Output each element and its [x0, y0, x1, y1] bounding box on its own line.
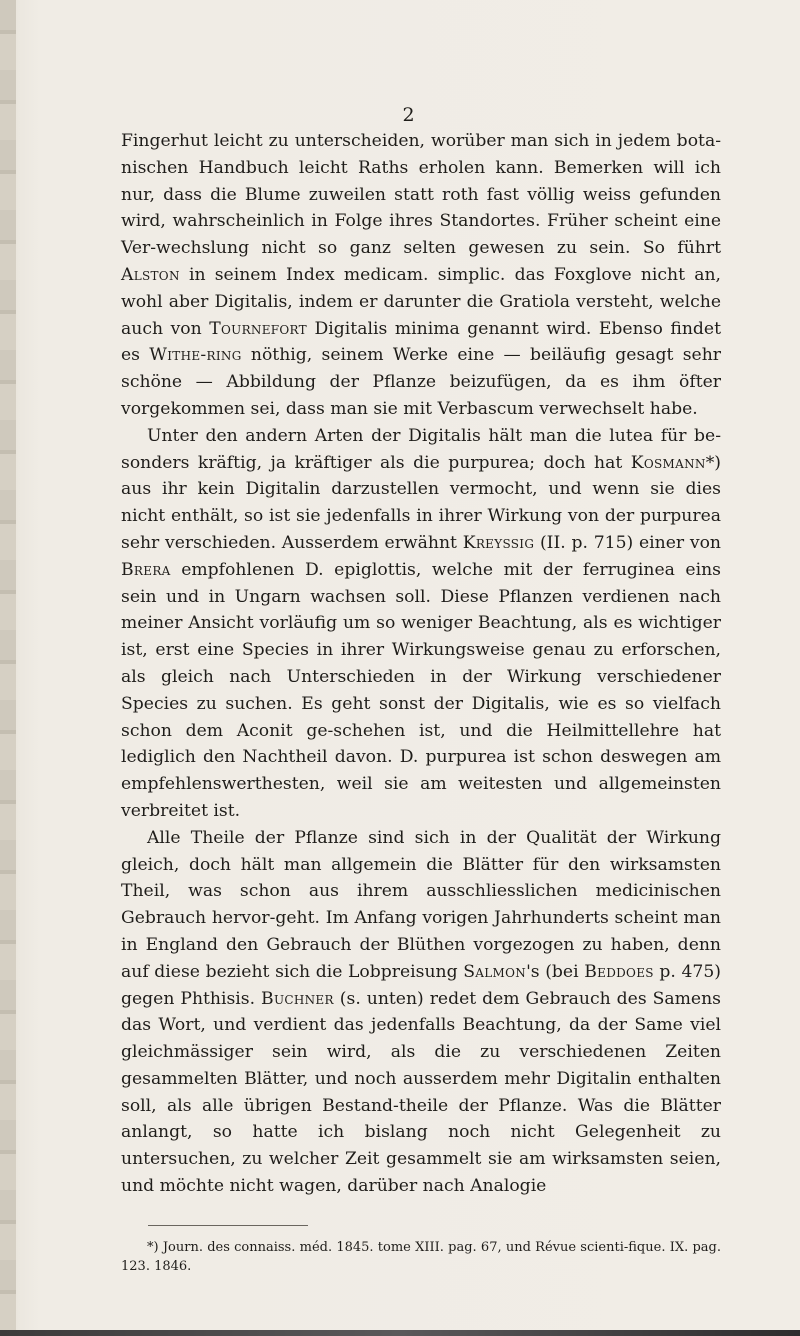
- author-name-tournefort: Tournefort: [209, 318, 307, 339]
- text-span: Unter den andern Arten der Digitalis hält man die lutea für be-sonders kräftig, ja kräftiger als die purpurea; doch hat: [121, 425, 721, 473]
- text-span: *) aus ihr kein Digitalin darzustellen vermocht, und wenn sie dies nicht enthält, so ist sie jedenfalls in ihrer Wirkung von der purpurea sehr verschieden. Ausserdem erwähnt: [121, 452, 721, 553]
- footnote-text: *) Journ. des connaiss. méd. 1845. tome XIII. pag. 67, und Révue scienti-fique. IX. pag. 123. 1846.: [121, 1240, 721, 1274]
- body-text: [121, 128, 721, 1200]
- text-span: (II. p. 715) einer von: [534, 532, 722, 553]
- text-span: (s. unten) redet dem Gebrauch des Samens das Wort, und verdient das jedenfalls Beachtung, da der Same viel gleichmässiger sein wird, als die zu verschiedenen Zeiten gesammelten Blätter, und noch ausserdem mehr Digitalin enthalten soll, als alle übrigen Bestand-theile der Pflanze. Was die Blätter anlangt, so hatte ich bislang noch nicht Gelegenheit zu untersuchen, zu welcher Zeit gesammelt sie am wirksamsten seien, und möchte nicht wagen, darüber nach Analogie: [121, 988, 721, 1197]
- author-name-buchner: Buchner: [261, 988, 334, 1009]
- author-name-salmon: Salmon: [463, 961, 527, 982]
- text-span: Digitalis minima genannt wird. Ebenso findet es: [121, 318, 721, 366]
- footnote: [121, 1238, 721, 1276]
- text-span: Fingerhut leicht zu unterscheiden, worüber man sich in jedem bota-nischen Handbuch leicht Raths erholen kann. Bemerken will ich nur, dass die Blume zuweilen statt roth fast völlig weiss gefunden wird, wahrscheinlich in Folge ihres Standortes. Früher scheint eine Ver-wechslung nicht so ganz selten gewesen zu sein. So führt: [121, 131, 721, 259]
- paragraph-2: [121, 423, 721, 825]
- page-bottom-edge: [0, 1330, 800, 1336]
- text-span: p. 475) gegen Phthisis.: [121, 961, 721, 1009]
- author-name-beddoes: Beddoes: [584, 961, 654, 982]
- text-span: empfohlenen D. epiglottis, welche mit der ferruginea eins sein und in Ungarn wachsen soll. Diese Pflanzen verdienen nach meiner Ansicht vorläufig um so weniger Beachtung, als es wichtiger ist, erst eine Species in ihrer Wirkungsweise genau zu erforschen, als gleich nach Unterschieden in der Wirkung verschiedener Species zu suchen. Es geht sonst der Digitalis, wie es so vielfach schon dem Aconit ge-schehen ist, und die Heilmittellehre hat lediglich den Nachtheil davon. D. purpurea ist schon deswegen am empfehlenswerthesten, weil sie am weitesten und allgemeinsten verbreitet ist.: [121, 559, 721, 821]
- text-span: 's (bei: [526, 961, 585, 982]
- footnote-divider: [148, 1225, 308, 1226]
- text-span: in seinem Index medicam. simplic. das Foxglove nicht an, wohl aber Digitalis, indem er darunter die Gratiola versteht, welche auch von: [121, 264, 721, 339]
- author-name-alston: Alston: [121, 264, 180, 285]
- author-name-withering: Withe-ring: [149, 345, 242, 366]
- paragraph-1: [121, 128, 721, 423]
- text-span: nöthig, seinem Werke eine — beiläufig gesagt sehr schöne — Abbildung der Pflanze beizufügen, da es ihm öfter vorgekommen sei, dass man sie mit Verbascum verwechselt habe.: [121, 345, 721, 419]
- author-name-kosmann: Kosmann: [630, 452, 706, 473]
- page-number: 2: [402, 104, 416, 126]
- paragraph-3: [121, 825, 721, 1200]
- book-gutter: [0, 0, 16, 1336]
- author-name-brera: Brera: [121, 559, 171, 580]
- author-name-kreyssig: Kreyssig: [462, 532, 535, 553]
- text-span: Alle Theile der Pflanze sind sich in der Qualität der Wirkung gleich, doch hält man allgemein die Blätter für den wirksamsten Theil, was schon aus ihrem ausschliesslichen medicinischen Gebrauch hervor-geht. Im Anfang vorigen Jahrhunderts scheint man in England den Gebrauch der Blüthen vorgezogen zu haben, denn auf diese bezieht sich die Lobpreisung: [121, 827, 721, 982]
